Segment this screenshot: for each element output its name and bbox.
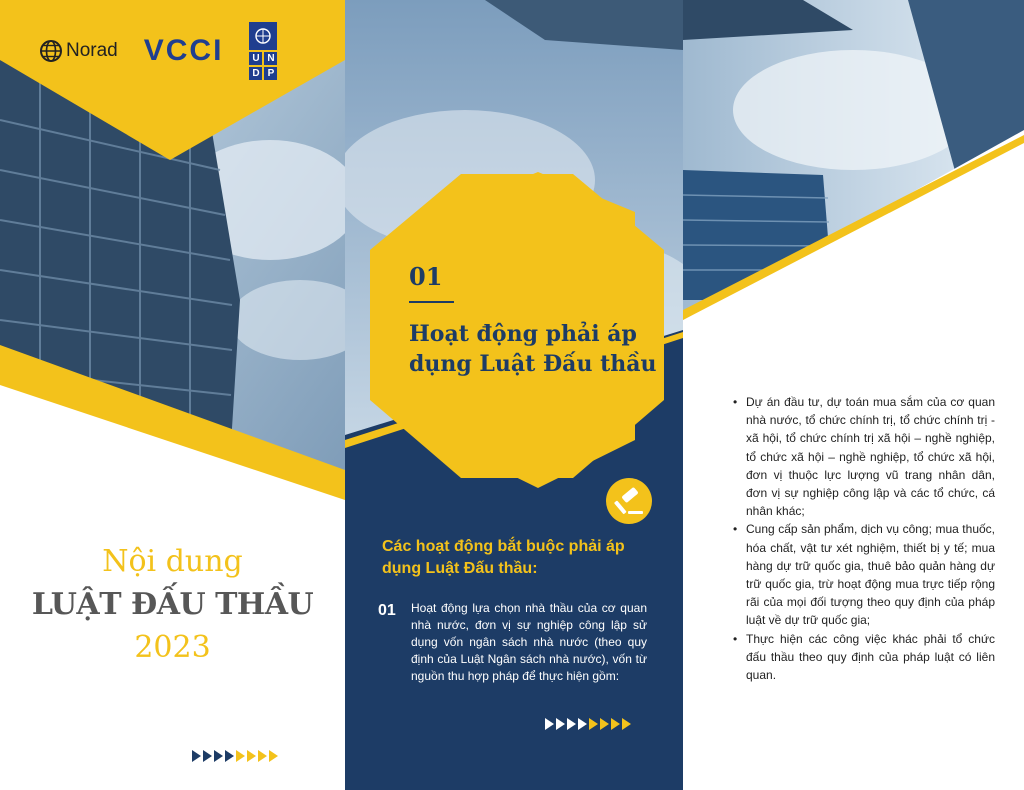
cover-title-year: 2023	[134, 630, 211, 665]
cover-panel	[0, 0, 345, 790]
gavel-icon	[606, 478, 652, 524]
subheading: Các hoạt động bắt buộc phải áp dụng Luật Đấu thầu:	[382, 538, 625, 577]
arrow-right-icon	[545, 718, 631, 730]
section-heading	[409, 262, 669, 379]
arrow-right-icon	[192, 750, 278, 762]
building-photo	[683, 0, 1024, 320]
cover-title-line2: LUẬT ĐẤU THẦU	[31, 587, 314, 622]
section-title: Hoạt động phải áp dụng Luật Đấu thầu	[409, 321, 657, 377]
list-item: • Cung cấp sản phẩm, dịch vụ công; mua thuốc, hóa chất, vật tư xét nghiệm, thiết bị y tế; mua hàng dự trữ quốc gia, thuê bảo quản hàng dự trữ quốc gia, trừ hoạt động mua trực tiếp rộng rãi của mọi đối tượng theo quy định của pháp luật về dự trữ quốc gia;	[733, 520, 995, 629]
item-number: 01	[378, 602, 396, 619]
cover-title	[0, 542, 345, 668]
cover-title-line1: Nội dung	[102, 544, 243, 579]
item-text: Hoạt động lựa chọn nhà thầu của cơ quan nhà nước, đơn vị sự nghiệp công lập sử dụng vốn ngân sách nhà nước (theo quy định của Luật Ngân sách nhà nước), vốn từ nguồn thu hợp pháp để thực hiện gồm:	[411, 601, 647, 683]
list-item: • Dự án đầu tư, dự toán mua sắm của cơ quan nhà nước, tổ chức chính trị, tổ chức chính trị - xã hội, tổ chức chính trị xã hội – nghề nghiệp, tổ chức xã hội – nghề nghiệp, tổ chức xã hội, đơn vị thuộc lực lượng vũ trang nhân dân, đơn vị sự nghiệp công lập và các tổ chức, cá nhân khác;	[733, 393, 995, 520]
list-item: • Thực hiện các công việc khác phải tổ chức đấu thầu theo quy định của pháp luật có liên quan.	[733, 630, 995, 685]
vcci-logo: VCCI	[143, 34, 224, 67]
section-number: 01	[409, 262, 443, 291]
undp-letter: N	[264, 52, 277, 65]
un-emblem-icon	[249, 22, 277, 50]
undp-logo	[249, 22, 277, 80]
section-divider	[409, 301, 454, 303]
bullet-list	[733, 393, 995, 684]
partner-logos	[40, 22, 277, 80]
undp-letter: U	[249, 52, 262, 65]
undp-letter: P	[264, 67, 277, 80]
norad-logo	[40, 40, 118, 62]
undp-letter: D	[249, 67, 262, 80]
globe-icon	[40, 40, 62, 62]
norad-label: Norad	[66, 40, 118, 61]
